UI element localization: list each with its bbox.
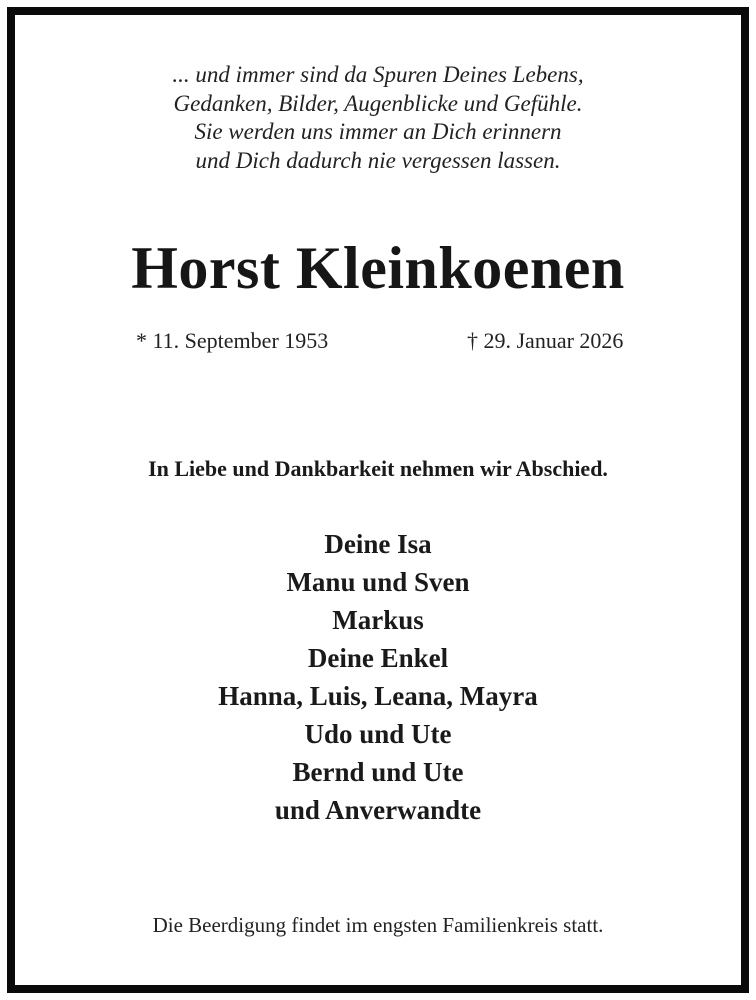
mourner-line: und Anverwandte [274, 795, 482, 825]
poem-line: und Dich dadurch nie vergessen lassen. [195, 147, 561, 173]
mourner-line: Markus [332, 605, 424, 635]
obituary-frame [7, 7, 749, 993]
mourner-line: Manu und Sven [286, 567, 470, 597]
mourner-line: Deine Enkel [307, 643, 449, 673]
mourner-line: Hanna, Luis, Leana, Mayra [218, 681, 538, 711]
poem-line: ... und immer sind da Spuren Deines Lebens, [172, 62, 584, 87]
birth-date: * 11. September 1953 [136, 328, 329, 353]
mourners-list [15, 525, 741, 829]
memorial-poem [15, 61, 741, 175]
mourner-line: Bernd und Ute [292, 757, 464, 787]
poem-line: Sie werden uns immer an Dich erinnern [194, 119, 562, 144]
mourner-line: Udo und Ute [304, 719, 452, 749]
farewell-statement: In Liebe und Dankbarkeit nehmen wir Abschied. [148, 456, 608, 481]
mourner-line: Deine Isa [324, 529, 432, 559]
deceased-name: Horst Kleinkoenen [131, 235, 625, 301]
death-date: † 29. Januar 2026 [467, 328, 624, 353]
funeral-note: Die Beerdigung findet im engsten Familienkreis statt. [152, 913, 604, 937]
poem-line: Gedanken, Bilder, Augenblicke und Gefühle. [173, 90, 583, 116]
